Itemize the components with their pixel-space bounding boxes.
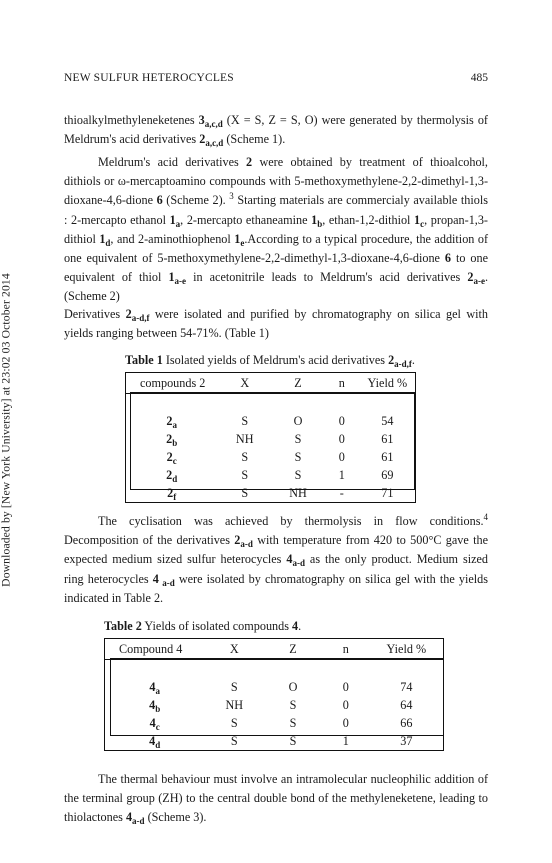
x-cell: S <box>230 733 238 748</box>
compound-cell: $2_d$ <box>166 467 178 484</box>
x-cell: S <box>241 485 249 500</box>
x-cell: S <box>230 715 238 730</box>
x-cell: S <box>241 467 249 482</box>
z-cell: S <box>289 733 297 748</box>
table-1-caption: Table 1 Isolated yields of Meldrum's acid derivatives $2_{a-d,f}$. <box>125 353 415 369</box>
n-cell: 0 <box>342 679 349 694</box>
paragraph-2: Meldrum's acid derivatives 2 were obtained by treatment of thioalcohol, dithiols or ω-mercaptoamino compounds with 5-methoxymethylene-2,2-dimethyl-1,3-dioxane-4,6-dione 6 (Scheme 2). $^3$ Starting materials are commercialy available thiols : 2-mercapto ethanol $1_a$, 2-mercapto ethaneamine $1_b$, ethan-1,2-dithiol $1_c$, propan-1,3-dithiol $1_d$, and 2-aminothiophenol $1_e.According$ to a typical procedure, the addition of one equivalent of 5-methoxymethylene-2,2-dimethyl-1,3-dioxane-4,6-dione 6 to one equivalent of thiol $1_{a-e}$ in acetonitrile leads to Meldrum's acid derivatives $2_{a-e}$. (Scheme 2) <box>64 155 489 304</box>
n-cell: 0 <box>338 431 345 446</box>
n-cell: 1 <box>338 467 345 482</box>
compound-cell: $2_f$ <box>167 485 177 502</box>
compound-cell: $2_a$ <box>166 413 177 430</box>
running-title: NEW SULFUR HETEROCYCLES <box>64 72 234 84</box>
paragraph-1: thioalkylmethyleneketenes $3_{a,c,d}$ (X = S, Z = S, O) were generated by thermolysis of Meldrum's acid derivatives $2_{a,c,d}$ (Scheme 1). <box>64 113 488 149</box>
table-row <box>126 484 416 503</box>
table-2 <box>104 638 444 751</box>
n-cell: 0 <box>342 697 349 712</box>
table-row <box>126 412 416 430</box>
x-cell: NH <box>235 431 254 446</box>
table-row <box>105 732 444 751</box>
column-header: n <box>324 373 360 394</box>
yield-cell: 61 <box>381 431 394 446</box>
yield-cell: 64 <box>400 697 413 712</box>
z-cell: S <box>294 449 302 464</box>
column-header: X <box>217 373 272 394</box>
compound-cell: $4_c$ <box>149 715 160 732</box>
yield-cell: 71 <box>381 485 394 500</box>
z-cell: O <box>293 413 303 428</box>
download-note-text: Downloaded by [New York University] at 23:02 03 October 2014 <box>0 273 13 587</box>
n-cell: 1 <box>342 733 349 748</box>
compound-cell: $4_b$ <box>149 697 161 714</box>
n-cell: 0 <box>342 715 349 730</box>
table-row <box>105 678 444 696</box>
download-watermark <box>0 0 14 863</box>
column-header: Z <box>264 639 322 660</box>
z-cell: O <box>288 679 298 694</box>
table-row <box>105 696 444 714</box>
z-cell: S <box>289 715 297 730</box>
n-cell: 0 <box>338 413 345 428</box>
yield-cell: 54 <box>381 413 394 428</box>
page-number: 485 <box>470 72 488 84</box>
column-header: n <box>322 639 370 660</box>
n-cell: 0 <box>338 449 345 464</box>
column-header: Compound 4 <box>105 639 205 660</box>
compound-cell: $2_c$ <box>166 449 177 466</box>
column-header: compounds 2 <box>126 373 218 394</box>
compound-cell: $2_b$ <box>166 431 178 448</box>
yield-cell: 37 <box>400 733 413 748</box>
yield-cell: 74 <box>400 679 413 694</box>
yield-cell: 61 <box>381 449 394 464</box>
column-header: Z <box>272 373 324 394</box>
z-cell: S <box>294 431 302 446</box>
n-cell: - <box>339 485 344 500</box>
column-header: X <box>204 639 264 660</box>
yield-cell: 69 <box>381 467 394 482</box>
table-header-row <box>126 373 416 394</box>
table-row <box>126 466 416 484</box>
x-cell: S <box>241 413 249 428</box>
running-header <box>64 72 488 88</box>
table-1 <box>125 372 416 503</box>
x-cell: S <box>230 679 238 694</box>
table-row <box>105 714 444 732</box>
table-2-caption: Table 2 Yields of isolated compounds 4. <box>104 619 302 633</box>
z-cell: NH <box>289 485 307 500</box>
x-cell: NH <box>225 697 244 712</box>
paragraph-4: The cyclisation was achieved by thermolysis in flow conditions.$^4$ Decomposition of the derivatives $2_{a-d}$ with temperature from 420 to 500°C gave the expected medium sized sulfur heterocycles $4_{a-d}$ as the only product. Medium sized ring heterocycles 4 $_{a-d}$ were isolated by chromatography on silica gel with the yields indicated in Table 2. <box>64 512 489 605</box>
x-cell: S <box>241 449 249 464</box>
paragraph-5: The thermal behaviour must involve an intramolecular nucleophilic addition of the terminal group (ZH) to the central double bond of the methyleneketene, leading to thiolactones $4_{a-d}$ (Scheme 3). <box>64 772 488 827</box>
column-header: Yield % <box>370 639 444 660</box>
compound-cell: $4_a$ <box>149 679 160 696</box>
paragraph-3: Derivatives $2_{a-d,f}$ were isolated and purified by chromatography on silica gel with yields ranging between 54-71%. (Table 1) <box>64 307 488 341</box>
z-cell: S <box>294 467 302 482</box>
table-row <box>126 430 416 448</box>
compound-cell: $4_d$ <box>149 733 161 750</box>
column-header: Yield % <box>360 373 416 394</box>
table-row <box>126 448 416 466</box>
z-cell: S <box>289 697 297 712</box>
yield-cell: 66 <box>400 715 413 730</box>
table-header-row <box>105 639 444 660</box>
